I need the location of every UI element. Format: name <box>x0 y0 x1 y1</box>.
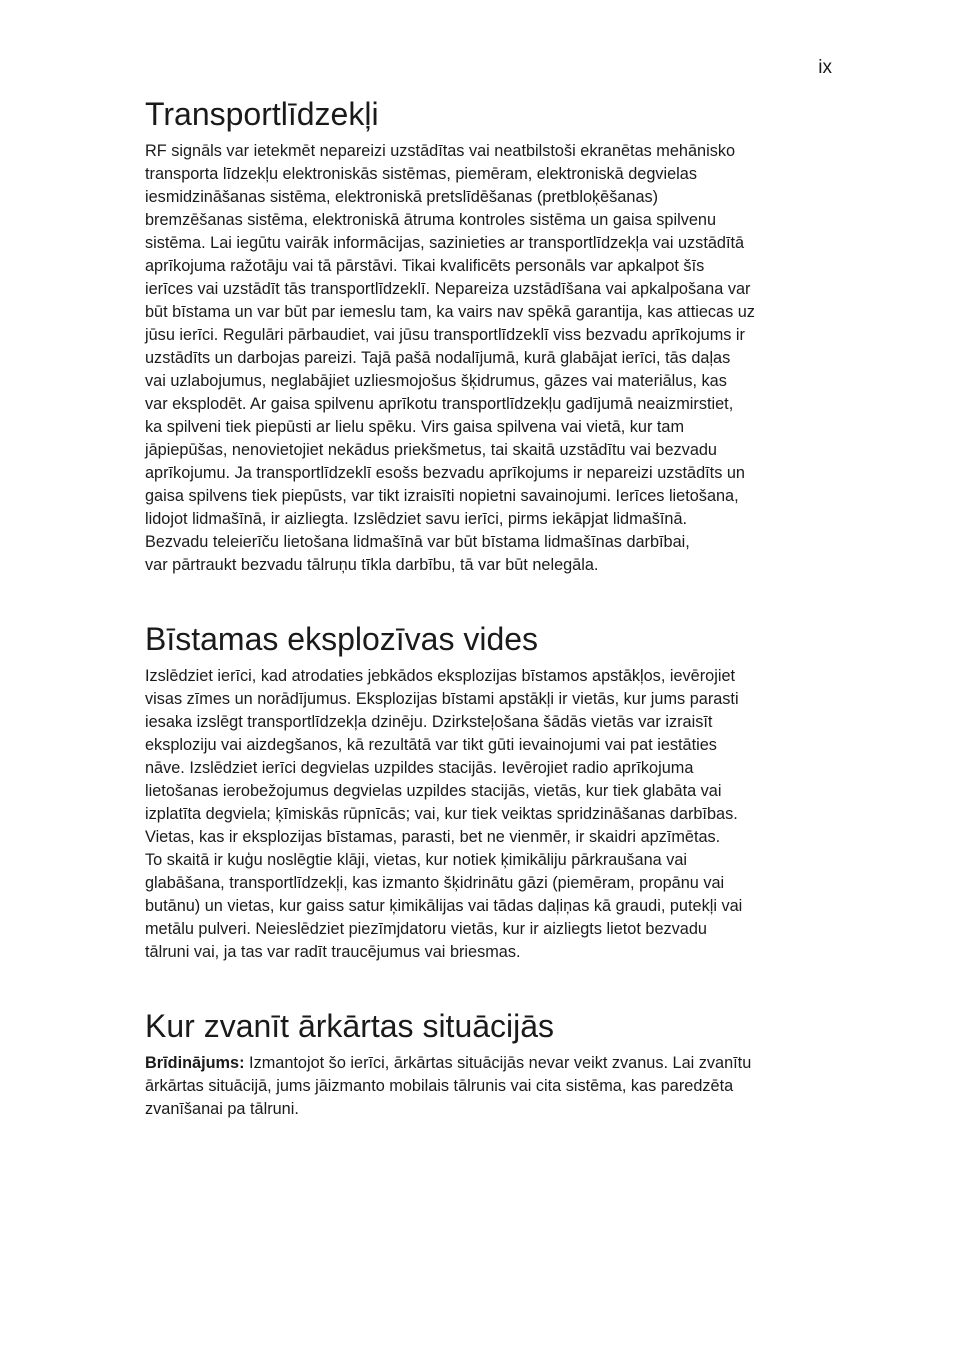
body-line: būt bīstama un var būt par iemeslu tam, ka vairs nav spēkā garantija, kas attiecas uz <box>145 303 755 321</box>
body-line: aprīkojumu. Ja transportlīdzeklī esošs bezvadu aprīkojums ir nepareizi uzstādīts un <box>145 464 745 482</box>
section-heading: Bīstamas eksplozīvas vides <box>145 621 539 657</box>
section-body <box>145 665 837 964</box>
body-line: var eksplodēt. Ar gaisa spilvenu aprīkotu transportlīdzekļu gadījumā neaizmirstiet, <box>145 395 734 413</box>
body-line: bremzēšanas sistēma, elektroniskā ātruma kontroles sistēma un gaisa spilvenu <box>145 211 717 229</box>
body-line: var pārtraukt bezvadu tālruņu tīkla darbību, tā var būt nelegāla. <box>145 556 599 574</box>
body-line: Vietas, kas ir eksplozijas bīstamas, parasti, bet ne vienmēr, ir skaidri apzīmētas. <box>145 828 721 846</box>
section-heading: Kur zvanīt ārkārtas situācijās <box>145 1008 555 1044</box>
section-emergency-calls <box>145 1006 837 1121</box>
section-body <box>145 1052 837 1121</box>
body-line: ārkārtas situācijā, jums jāizmanto mobilais tālrunis vai cita sistēma, kas paredzēta <box>145 1077 734 1095</box>
body-line: nāve. Izslēdziet ierīci degvielas uzpildes stacijās. Ievērojiet radio aprīkojuma <box>145 759 694 777</box>
body-line: eksploziju vai aizdegšanos, kā rezultātā var tikt gūti ievainojumi vai pat iestāties <box>145 736 717 754</box>
page-content <box>145 94 837 1121</box>
body-line: tālruni vai, ja tas var radīt traucējumus vai briesmas. <box>145 943 521 961</box>
body-line: Izslēdziet ierīci, kad atrodaties jebkādos eksplozijas bīstamos apstākļos, ievērojiet <box>145 667 736 685</box>
page-number: ix <box>818 57 832 78</box>
body-line: RF signāls var ietekmēt nepareizi uzstādītas vai neatbilstoši ekranētas mehānisko <box>145 142 736 160</box>
body-line: metālu pulveri. Neieslēdziet piezīmjdatoru vietās, kur ir aizliegts lietot bezvadu <box>145 920 707 938</box>
body-line: glabāšana, transportlīdzekļi, kas izmanto šķidrinātu gāzi (piemēram, propānu vai <box>145 874 725 892</box>
body-line: iesmidzināšanas sistēma, elektroniskā pretslīdēšanas (pretbloķēšanas) <box>145 188 659 206</box>
body-line: Bezvadu teleierīču lietošana lidmašīnā var būt bīstama lidmašīnas darbībai, <box>145 533 690 551</box>
section-vehicles <box>145 94 837 577</box>
body-line: To skaitā ir kuģu noslēgtie klāji, vietas, kur notiek ķimikāliju pārkraušana vai <box>145 851 688 869</box>
body-line <box>145 1052 837 1075</box>
section-explosive-environments <box>145 619 837 964</box>
section-body <box>145 140 837 577</box>
body-line: butānu) un vietas, kur gaiss satur ķimikālijas vai tādas daļiņas kā graudi, putekļi vai <box>145 897 743 915</box>
warning-text: Izmantojot šo ierīci, ārkārtas situācijās nevar veikt zvanus. Lai zvanītu <box>244 1054 752 1072</box>
body-line: gaisa spilvens tiek piepūsts, var tikt izraisīti nopietni savainojumi. Ierīces lietošana, <box>145 487 739 505</box>
body-line: visas zīmes un norādījumus. Eksplozijas bīstami apstākļi ir vietās, kur jums parasti <box>145 690 739 708</box>
body-line: aprīkojuma ražotāju vai tā pārstāvi. Tikai kvalificēts personāls var apkalpot šīs <box>145 257 705 275</box>
body-line: vai uzlabojumus, neglabājiet uzliesmojošus šķidrumus, gāzes vai materiālus, kas <box>145 372 727 390</box>
body-line: lidojot lidmašīnā, ir aizliegta. Izslēdziet savu ierīci, pirms iekāpjat lidmašīnā. <box>145 510 688 528</box>
body-line: uzstādīts un darbojas pareizi. Tajā pašā nodalījumā, kurā glabājat ierīci, tās daļas <box>145 349 731 367</box>
body-line: ka spilveni tiek piepūsti ar lielu spēku. Virs gaisa spilvena vai vietā, kur tam <box>145 418 685 436</box>
body-line: jūsu ierīci. Regulāri pārbaudiet, vai jūsu transportlīdzeklī viss bezvadu aprīkojums ir <box>145 326 745 344</box>
body-line: sistēma. Lai iegūtu vairāk informācijas, sazinieties ar transportlīdzekļa vai uzstādītā <box>145 234 745 252</box>
section-heading: Transportlīdzekļi <box>145 96 379 132</box>
warning-label: Brīdinājums: <box>145 1054 245 1072</box>
body-line: jāpiepūšas, nenovietojiet nekādus priekšmetus, tai skaitā uzstādītu vai bezvadu <box>145 441 717 459</box>
body-line: izplatīta degviela; ķīmiskās rūpnīcās; vai, kur tiek veiktas spridzināšanas darbības. <box>145 805 738 823</box>
body-line: zvanīšanai pa tālruni. <box>145 1100 299 1118</box>
body-line: ierīces vai uzstādīt tās transportlīdzeklī. Nepareiza uzstādīšana vai apkalpošana var <box>145 280 751 298</box>
body-line: transporta līdzekļu elektroniskās sistēmas, piemēram, elektroniskā degvielas <box>145 165 697 183</box>
body-line: lietošanas ierobežojumus degvielas uzpildes stacijās, vietās, kur tiek glabāta vai <box>145 782 722 800</box>
body-line: iesaka izslēgt transportlīdzekļa dzinēju. Dzirksteļošana šādās vietās var izraisīt <box>145 713 713 731</box>
